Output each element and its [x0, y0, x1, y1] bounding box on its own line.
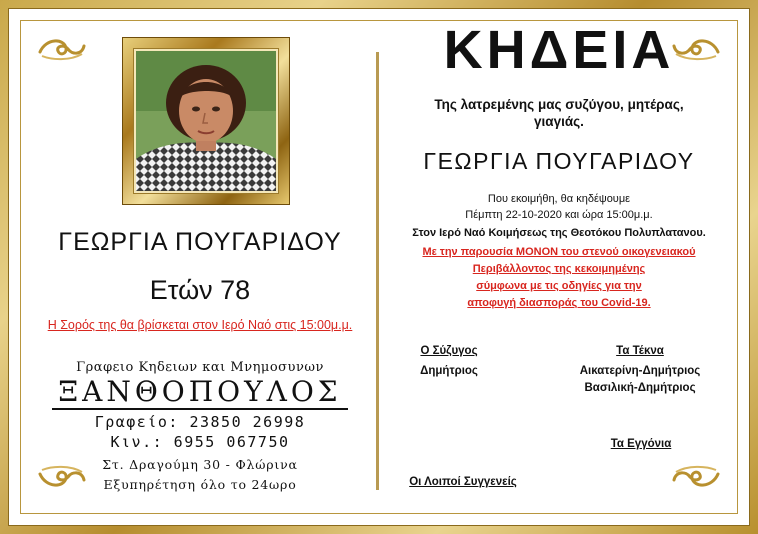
portrait-photo: [136, 51, 276, 191]
funeral-office-title: Γραφειο Κηδειων και Μνημοσυνων: [76, 360, 324, 375]
child-name: Βασιλική-Δημήτριος: [584, 382, 696, 394]
brand-name: ΞΑΝΘΟΠΟΥΛΟΣ: [52, 375, 347, 410]
child-name: Αικατερίνη-Δημήτριος: [579, 365, 701, 377]
children-label: Τα Τέκνα: [616, 345, 664, 357]
flourish-ornament-icon: [36, 34, 88, 64]
age-text: Ετών 78: [149, 275, 251, 305]
funeral-date-time: Πέμπτη 22-10-2020 και ώρα 15:00μ.μ.: [465, 209, 653, 221]
other-relatives-block: [398, 476, 528, 494]
covid-notice-line: Περιβάλλοντος της κεκοιμημένης: [472, 263, 646, 275]
office-phone: Γραφείο: 23850 26998: [94, 413, 306, 431]
column-divider: [376, 52, 379, 490]
other-relatives-label: Οι Λοιποί Συγγενείς: [409, 476, 517, 488]
page-title: ΚΗΔΕΙΑ: [443, 20, 675, 80]
flourish-ornament-icon: [670, 462, 722, 492]
portrait-frame: [122, 37, 290, 205]
deceased-name: ΓΕΩΡΓΙΑ ΠΟΥΓΑΡΙΔΟΥ: [58, 228, 342, 256]
funeral-office-brand: [24, 375, 376, 409]
covid-notice-line: σύμφωνα με τις οδηγίες για την: [476, 280, 642, 292]
intro-line-2: γιαγιάς.: [534, 114, 584, 129]
covid-notice-line: αποφυγή διασποράς του Covid-19.: [467, 297, 651, 309]
covid-notice: [380, 244, 738, 312]
office-hours: Εξυπηρέτηση όλο το 24ωρο: [103, 477, 297, 492]
grandchildren-label: Τα Εγγόνια: [610, 438, 672, 450]
office-address: Στ. Δραγούμη 30 - Φλώρινα: [102, 457, 298, 472]
funeral-line-1: Που εκοιμήθη, θα κηδέψουμε: [487, 193, 631, 205]
children-block: [565, 345, 715, 397]
intro-line-1: Της λατρεμένης μας συζύγου, μητέρας,: [434, 97, 684, 112]
intro-text: [380, 96, 738, 130]
viewing-notice: Η Σορός της θα βρίσκεται στον Ιερό Ναό στις 15:00μ.μ.: [47, 318, 353, 332]
grandchildren-block: [596, 438, 686, 456]
deceased-name-right: ΓΕΩΡΓΙΑ ΠΟΥΓΑΡΙΔΟΥ: [423, 148, 695, 174]
spouse-label: Ο Σύζυγος: [420, 345, 478, 357]
funeral-church: Στον Ιερό Ναό Κοιμήσεως της Θεοτόκου Πολυπλατανου.: [412, 227, 706, 239]
spouse-block: [414, 345, 484, 380]
spouse-name: Δημήτριος: [420, 365, 478, 377]
office-mobile: Κιν.: 6955 067750: [110, 433, 290, 451]
covid-notice-line: Με την παρουσία ΜΟΝΟΝ του στενού οικογενειακού: [422, 246, 696, 258]
